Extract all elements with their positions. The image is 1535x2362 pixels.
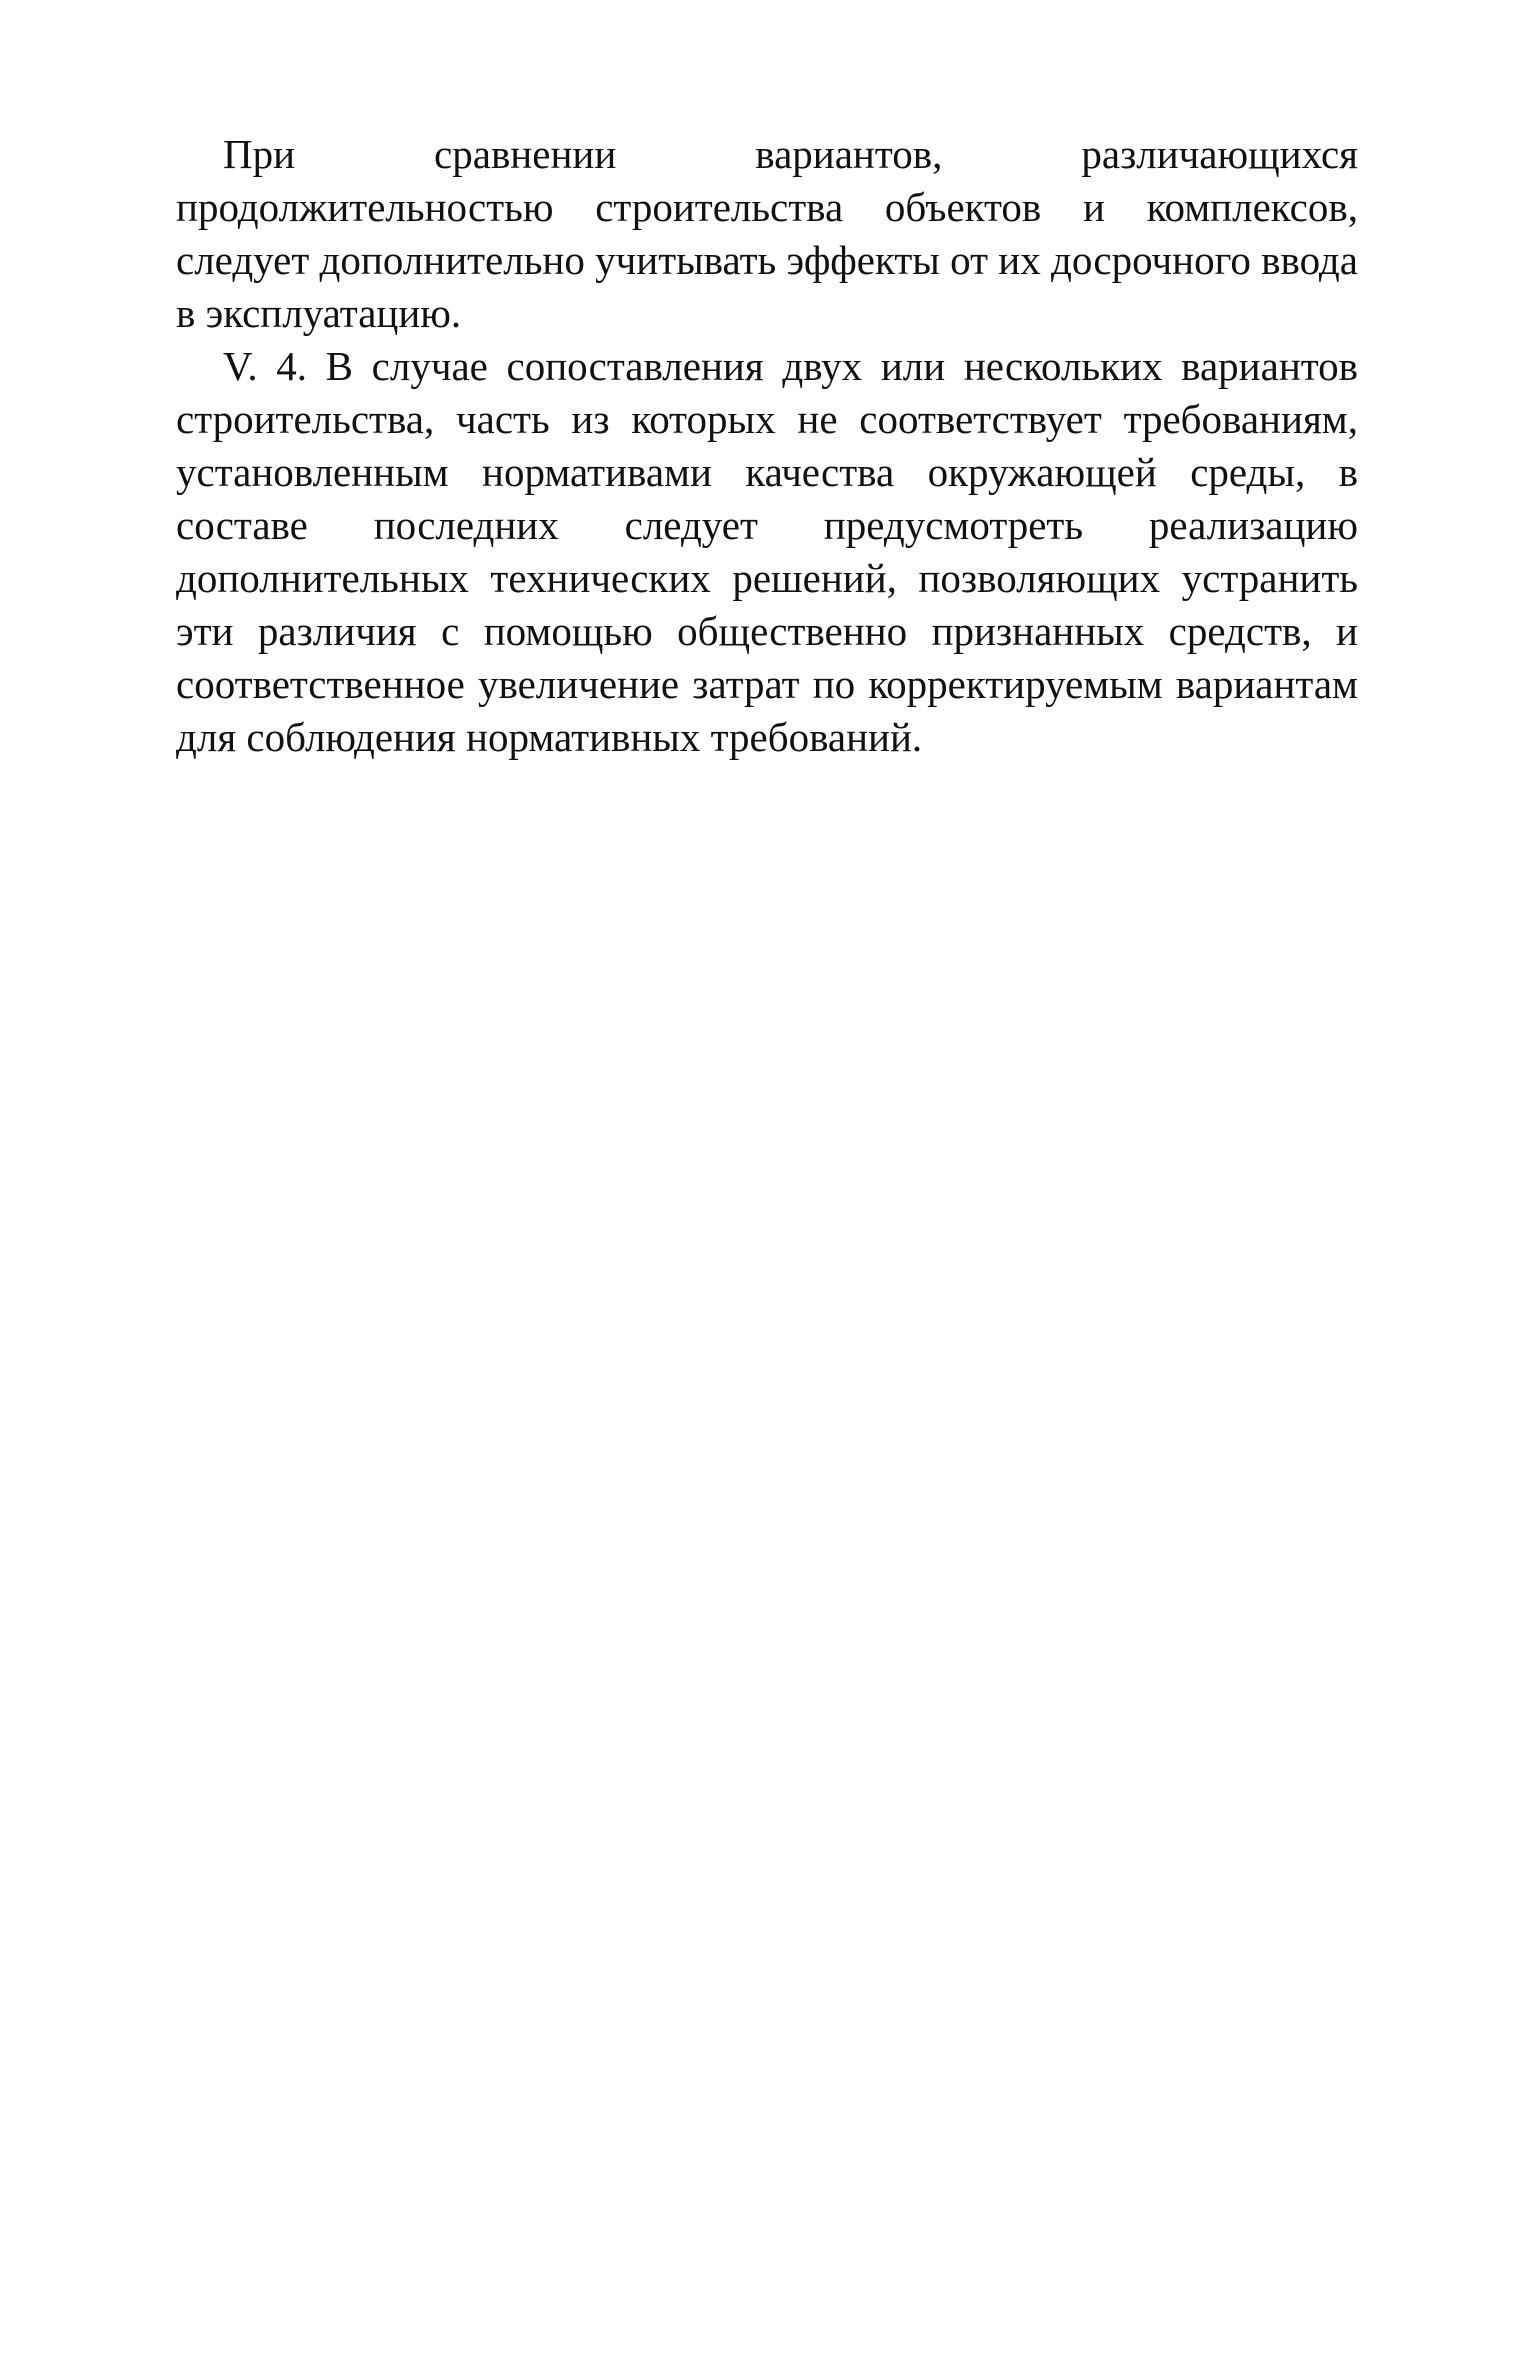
- section-number: V. 4.: [223, 343, 307, 389]
- paragraph-text: В случае сопоставления двух или нескольких вариантов строительства, часть из которых не соответствует требованиям, установленным нормативами качества окружающей среды, в составе последних следует предусмотреть реализацию дополнительных технических решений, позволяющих устранить эти различия с помощью общественно признанных средств, и соответственное увеличение затрат по корректируемым вариантам для соблюдения нормативных требований.: [176, 343, 1358, 760]
- body-text: [176, 128, 1358, 764]
- paragraph-text: При сравнении вариантов, различающихся продолжительностью строительства объектов и комплексов, следует дополнительно учитывать эффекты от их досрочного ввода в эксплуатацию.: [176, 131, 1358, 336]
- paragraph-comparison-duration: [176, 128, 1358, 340]
- paragraph-v4: [176, 340, 1358, 764]
